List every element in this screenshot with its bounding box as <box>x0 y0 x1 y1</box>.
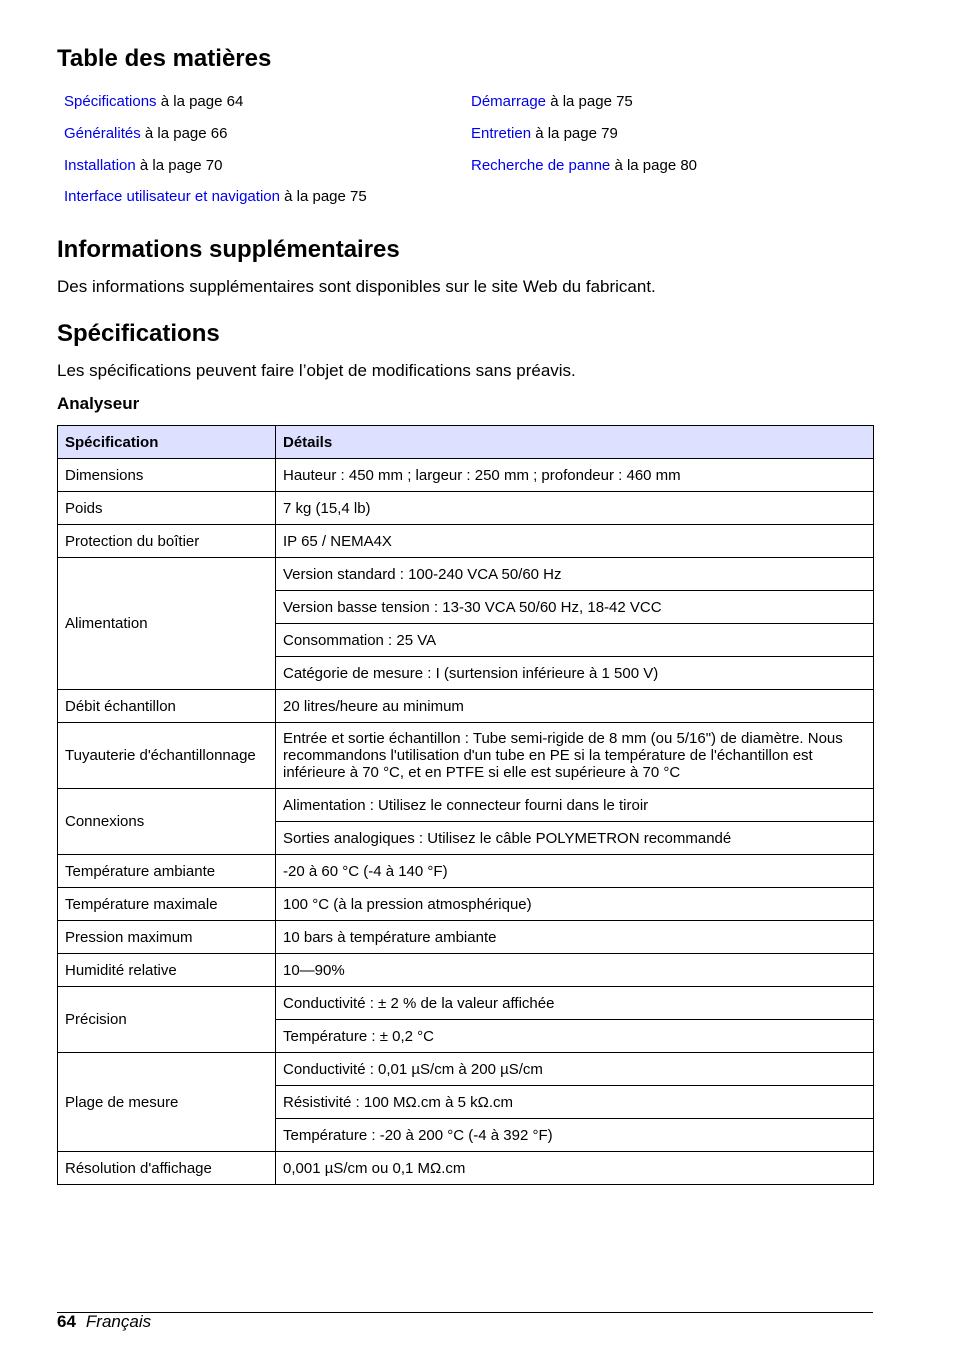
page-number: 64 <box>57 1312 76 1331</box>
toc-link-interface[interactable]: Interface utilisateur et navigation <box>64 188 280 205</box>
toc-link-entretien[interactable]: Entretien <box>471 125 532 142</box>
toc-page-ref: à la page 75 <box>279 188 367 205</box>
toc-entry-specifications <box>64 93 243 111</box>
footer-rule <box>57 1312 873 1313</box>
spec-value: Entrée et sortie échantillon : Tube semi-rigide de 8 mm (ou 5/16") de diamètre. Nous recommandons l'utilisation d'un tube en PE si la température de l'échantillon est inférieure à 70 °C, et en PTFE si elle est supérieure à 70 °C <box>276 723 874 789</box>
spec-label: Alimentation <box>58 558 276 690</box>
spec-value: 0,001 µS/cm ou 0,1 MΩ.cm <box>276 1152 874 1185</box>
spec-value: Catégorie de mesure : I (surtension inférieure à 1 500 V) <box>276 657 874 690</box>
table-header-row <box>58 426 874 459</box>
spec-value: Alimentation : Utilisez le connecteur fourni dans le tiroir <box>276 789 874 822</box>
toc-page-ref: à la page 75 <box>546 93 633 110</box>
toc-entry-recherche-de-panne <box>471 157 697 175</box>
spec-value: Sorties analogiques : Utilisez le câble POLYMETRON recommandé <box>276 822 874 855</box>
spec-value: Température : ± 0,2 °C <box>276 1020 874 1053</box>
spec-value: 10 bars à température ambiante <box>276 921 874 954</box>
spec-label: Connexions <box>58 789 276 855</box>
spec-label: Protection du boîtier <box>58 525 276 558</box>
toc-title: Table des matières <box>57 45 272 72</box>
table-row <box>58 690 874 723</box>
analyseur-subtitle: Analyseur <box>57 394 140 413</box>
table-row <box>58 459 874 492</box>
specs-text: Les spécifications peuvent faire l’objet de modifications sans préavis. <box>57 361 576 380</box>
spec-label: Tuyauterie d'échantillonnage <box>58 723 276 789</box>
spec-label: Poids <box>58 492 276 525</box>
toc-link-recherche-de-panne[interactable]: Recherche de panne <box>471 157 611 174</box>
info-title: Informations supplémentaires <box>57 236 400 263</box>
table-row <box>58 1152 874 1185</box>
toc-page-ref: à la page 64 <box>156 93 244 110</box>
spec-value: Résistivité : 100 MΩ.cm à 5 kΩ.cm <box>276 1086 874 1119</box>
spec-value: Version standard : 100-240 VCA 50/60 Hz <box>276 558 874 591</box>
spec-label: Humidité relative <box>58 954 276 987</box>
toc-entry-generalites <box>64 125 227 143</box>
header-details: Détails <box>276 426 874 459</box>
spec-label: Plage de mesure <box>58 1053 276 1152</box>
spec-value: Température : -20 à 200 °C (-4 à 392 °F) <box>276 1119 874 1152</box>
table-row <box>58 789 874 822</box>
specs-title: Spécifications <box>57 320 220 347</box>
toc-entry-demarrage <box>471 93 633 111</box>
footer-language: Français <box>85 1312 152 1331</box>
toc-page-ref: à la page 66 <box>140 125 228 142</box>
table-row <box>58 492 874 525</box>
toc-link-installation[interactable]: Installation <box>64 157 136 174</box>
table-row <box>58 1053 874 1086</box>
toc-link-specifications[interactable]: Spécifications <box>64 93 157 110</box>
toc-link-demarrage[interactable]: Démarrage <box>471 93 547 110</box>
spec-value: IP 65 / NEMA4X <box>276 525 874 558</box>
spec-value: -20 à 60 °C (-4 à 140 °F) <box>276 855 874 888</box>
table-row <box>58 921 874 954</box>
spec-label: Résolution d'affichage <box>58 1152 276 1185</box>
spec-label: Précision <box>58 987 276 1053</box>
toc-entry-interface <box>64 188 367 206</box>
table-row <box>58 558 874 591</box>
table-row <box>58 954 874 987</box>
spec-value: 100 °C (à la pression atmosphérique) <box>276 888 874 921</box>
toc-page-ref: à la page 80 <box>610 157 698 174</box>
toc-page-ref: à la page 70 <box>135 157 223 174</box>
spec-value: Conductivité : ± 2 % de la valeur affichée <box>276 987 874 1020</box>
spec-value: 7 kg (15,4 lb) <box>276 492 874 525</box>
spec-label: Dimensions <box>58 459 276 492</box>
toc-entry-installation <box>64 157 222 175</box>
spec-label: Température ambiante <box>58 855 276 888</box>
header-specification: Spécification <box>58 426 276 459</box>
table-row <box>58 525 874 558</box>
spec-value: Version basse tension : 13-30 VCA 50/60 Hz, 18-42 VCC <box>276 591 874 624</box>
spec-value: 20 litres/heure au minimum <box>276 690 874 723</box>
spec-label: Température maximale <box>58 888 276 921</box>
table-row <box>58 855 874 888</box>
toc-page-ref: à la page 79 <box>531 125 618 142</box>
spec-value: Consommation : 25 VA <box>276 624 874 657</box>
spec-table <box>57 425 874 1185</box>
info-text: Des informations supplémentaires sont disponibles sur le site Web du fabricant. <box>57 277 656 296</box>
toc-entry-entretien <box>471 125 618 143</box>
table-row <box>58 888 874 921</box>
spec-value: Conductivité : 0,01 µS/cm à 200 µS/cm <box>276 1053 874 1086</box>
spec-label: Pression maximum <box>58 921 276 954</box>
spec-value: Hauteur : 450 mm ; largeur : 250 mm ; profondeur : 460 mm <box>276 459 874 492</box>
table-row <box>58 987 874 1020</box>
toc-link-generalites[interactable]: Généralités <box>64 125 141 142</box>
page-footer <box>57 1312 151 1332</box>
spec-label: Débit échantillon <box>58 690 276 723</box>
table-row <box>58 723 874 789</box>
spec-value: 10—90% <box>276 954 874 987</box>
